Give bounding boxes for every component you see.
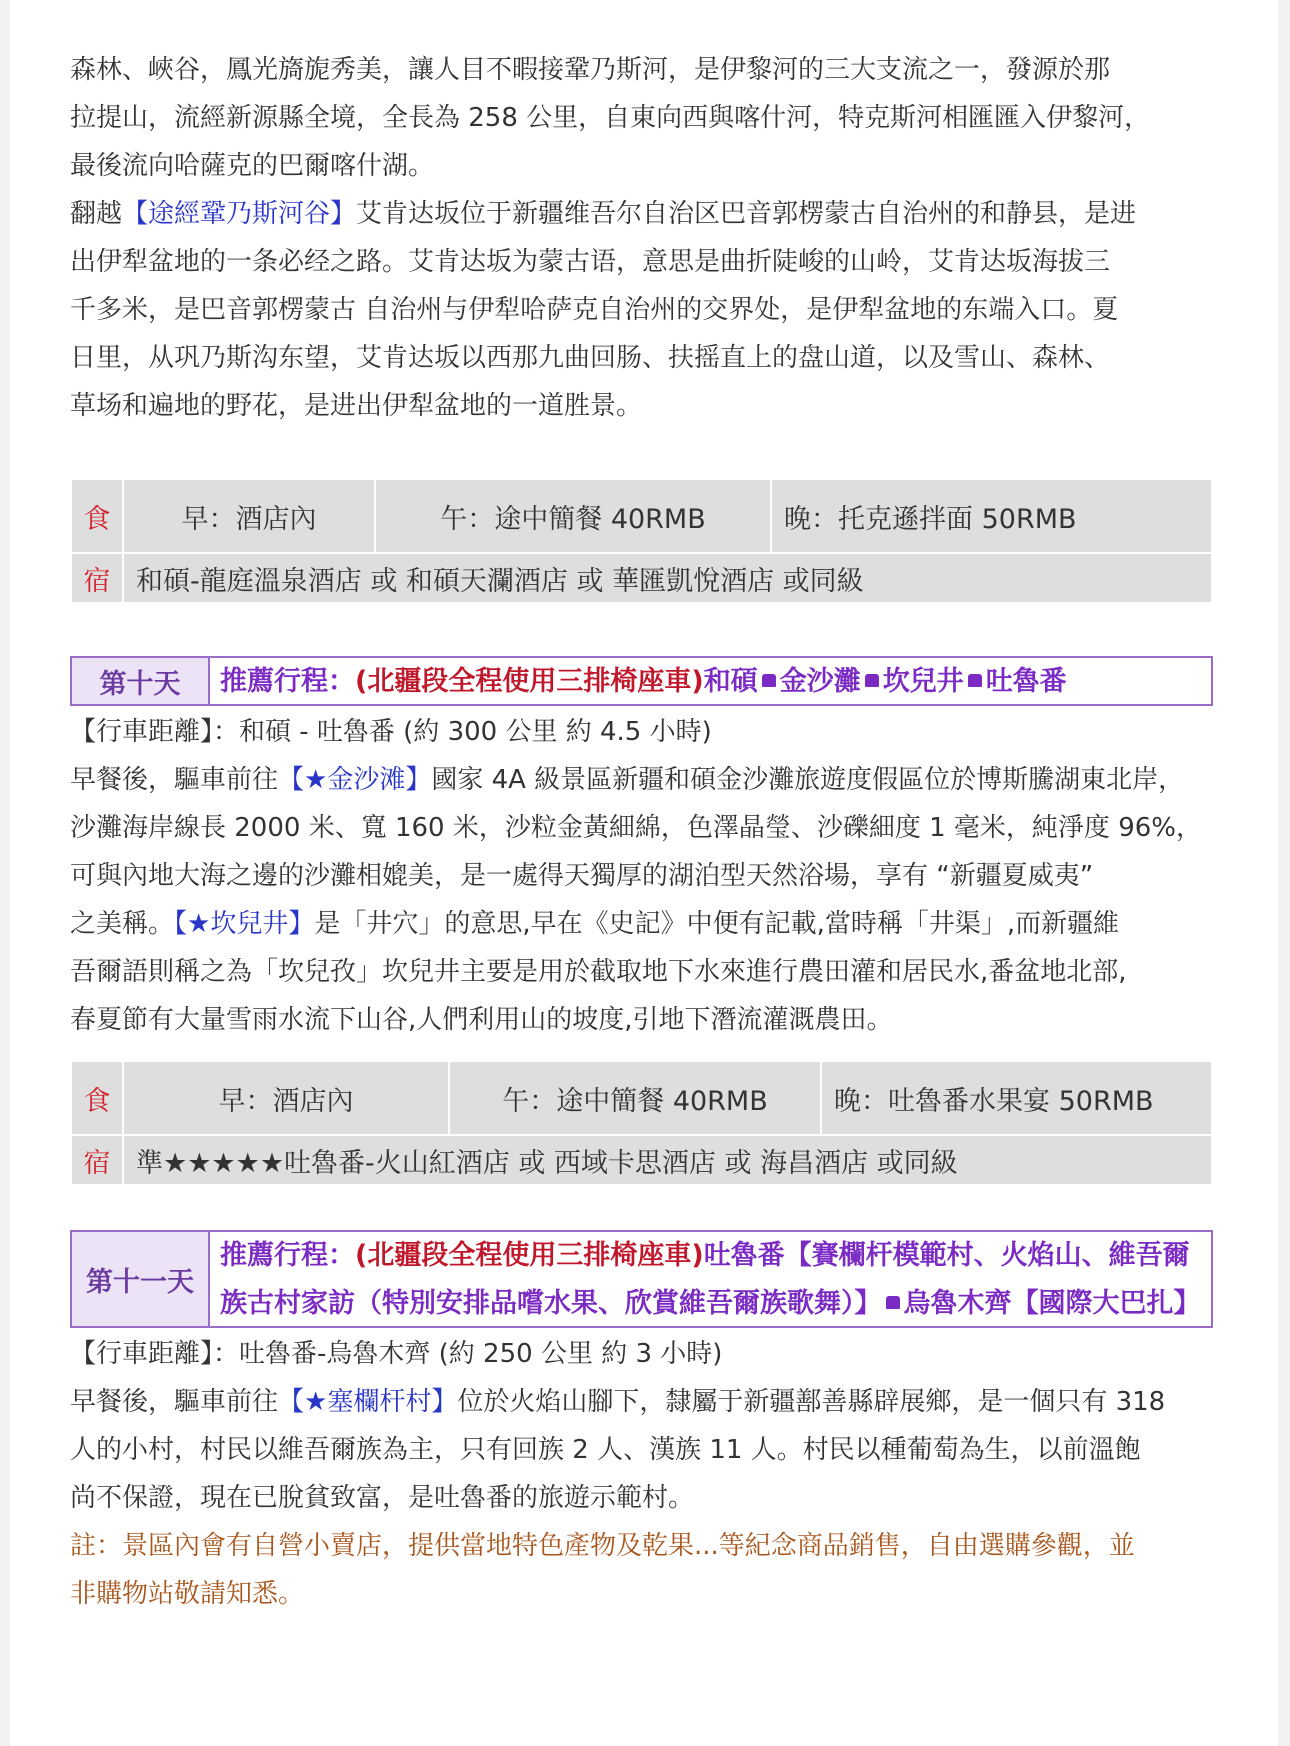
dinner-cell: 晚：吐魯番水果宴 50RMB [821, 1061, 1212, 1135]
day-paragraph [70, 900, 1220, 948]
day-line: 人的小村，村民以維吾爾族為主，只有回族 2 人、漢族 11 人。村民以種葡萄為生，以前溫飽 [70, 1435, 1141, 1465]
food-tag: 食 [71, 479, 123, 553]
intro-line: 草场和遍地的野花，是进出伊犁盆地的一道胜景。 [70, 391, 643, 421]
breakfast-cell: 早：酒店內 [123, 1061, 449, 1135]
bus-icon [762, 674, 776, 687]
day-label: 第十天 [72, 658, 210, 704]
hotel-cell: 準★★★★★吐魯番-火山紅酒店 或 西域卡思酒店 或 海昌酒店 或同級 [123, 1135, 1212, 1185]
day-line: 吾爾語則稱之為「坎兒孜」坎兒井主要是用於截取地下水來進行農田灌和居民水,番盆地北部, [70, 957, 1127, 987]
meals-row [71, 479, 1212, 553]
text-span: 早餐後，驅車前往 [70, 765, 279, 795]
text-span: 推薦行程： [220, 666, 355, 697]
distance-line: 【行車距離】：和碩 - 吐魯番 (約 300 公里 約 4.5 小時) [70, 717, 712, 747]
day-line: 尚不保證，現在已脫貧致富，是吐魯番的旅遊示範村。 [70, 1483, 695, 1513]
day-line: 可與內地大海之邊的沙灘相媲美，是一處得天獨厚的湖泊型天然浴場，享有 “新疆夏威夷” [70, 861, 1094, 891]
day-itinerary-title [210, 1232, 1211, 1326]
text-span: 是「井穴」的意思,早在《史記》中便有記載,當時稱「井渠」,而新疆維 [314, 909, 1120, 939]
hotel-cell: 和碩-龍庭溫泉酒店 或 和碩天瀾酒店 或 華匯凱悅酒店 或同級 [123, 553, 1212, 603]
meals-table-day9 [70, 478, 1213, 604]
day-line: 沙灘海岸線長 2000 米、寬 160 米，沙粒金黃細綿，色澤晶瑩、沙礫細度 1 毫米，純淨度 96%， [70, 813, 1202, 843]
text-span: 位於火焰山腳下，隸屬于新疆鄯善縣辟展鄉，是一個只有 318 [457, 1387, 1166, 1417]
stop-name: 吐魯番 [985, 666, 1067, 697]
text-span: 吐魯番【賽欄杆模範村、火焰山、維吾爾 [703, 1240, 1190, 1271]
day-11-header [70, 1230, 1213, 1328]
breakfast-cell: 早：酒店內 [123, 479, 375, 553]
lunch-cell: 午：途中簡餐 40RMB [375, 479, 771, 553]
hotel-row [71, 553, 1212, 603]
page [10, 0, 1278, 1746]
day-line: 春夏節有大量雪雨水流下山谷,人們利用山的坡度,引地下潛流灌溉農田。 [70, 1005, 893, 1035]
stop-name: 坎兒井 [882, 666, 964, 697]
intro-line: 最後流向哈薩克的巴爾喀什湖。 [70, 151, 435, 181]
attraction-link: 【途經鞏乃斯河谷】 [122, 199, 357, 229]
text-span: 艾肯达坂位于新疆维吾尔自治区巴音郭楞蒙古自治州的和静县，是进 [356, 199, 1137, 229]
highlight-text: (北疆段全程使用三排椅座車) [355, 666, 704, 697]
title-line [220, 1280, 1201, 1328]
attraction-link: 【★坎兒井】 [174, 909, 315, 939]
text-span: 烏魯木齊【國際大巴扎】 [903, 1288, 1201, 1319]
bus-icon [886, 1296, 900, 1309]
intro-section [70, 46, 1220, 430]
intro-line: 日里，从巩乃斯沟东望，艾肯达坂以西那九曲回肠、扶摇直上的盘山道，以及雪山、森林、 [70, 343, 1111, 373]
hotel-tag: 宿 [71, 553, 123, 603]
intro-line: 森林、峽谷，鳳光旖旎秀美，讓人目不暇接鞏乃斯河，是伊黎河的三大支流之一，發源於那 [70, 55, 1111, 85]
stop-name: 和碩 [703, 666, 758, 697]
lunch-cell: 午：途中簡餐 40RMB [449, 1061, 821, 1135]
attraction-link: 【★金沙滩】 [278, 765, 432, 795]
meals-table-day10 [70, 1060, 1213, 1186]
text-span: 翻越 [70, 199, 123, 229]
text-span: 族古村家訪（特別安排品嚐水果、欣賞維吾爾族歌舞）】 [220, 1288, 882, 1319]
day-paragraph [70, 756, 1220, 804]
text-span: 國家 4A 級景區新疆和碩金沙灘旅遊度假區位於博斯騰湖東北岸， [431, 765, 1185, 795]
day-10-header [70, 656, 1213, 706]
text-span: 推薦行程： [220, 1240, 355, 1271]
intro-line: 千多米，是巴音郭楞蒙古 自治州与伊犁哈萨克自治州的交界处，是伊犁盆地的东端入口。夏 [70, 295, 1119, 325]
title-line [220, 1232, 1201, 1280]
food-tag: 食 [71, 1061, 123, 1135]
attraction-link: 【★塞欄杆村】 [278, 1387, 458, 1417]
note-line: 非購物站敬請知悉。 [70, 1579, 305, 1609]
text-span: 早餐後，驅車前往 [70, 1387, 279, 1417]
text-span: 之美稱。 [70, 909, 175, 939]
distance-line: 【行車距離】：吐魯番-烏魯木齊 (約 250 公里 約 3 小時) [70, 1339, 723, 1369]
day-itinerary-title [210, 658, 1077, 704]
bus-icon [865, 674, 879, 687]
note-line: 註：景區內會有自營小賣店，提供當地特色產物及乾果...等紀念商品銷售，自由選購參觀，並 [70, 1531, 1135, 1561]
hotel-row [71, 1135, 1212, 1185]
hotel-tag: 宿 [71, 1135, 123, 1185]
dinner-cell: 晚：托克遜拌面 50RMB [771, 479, 1212, 553]
day-11-body [70, 1330, 1220, 1618]
meals-row [71, 1061, 1212, 1135]
day-10-body [70, 708, 1220, 1044]
intro-line: 拉提山，流經新源縣全境，全長為 258 公里，自東向西與喀什河，特克斯河相匯匯入伊黎河， [70, 103, 1151, 133]
day-paragraph [70, 1378, 1220, 1426]
bus-icon [968, 674, 982, 687]
intro-line: 出伊犁盆地的一条必经之路。艾肯达坂为蒙古语，意思是曲折陡峻的山岭，艾肯达坂海拔三 [70, 247, 1111, 277]
intro-paragraph-2 [70, 190, 1220, 238]
stop-name: 金沙灘 [779, 666, 861, 697]
highlight-text: (北疆段全程使用三排椅座車) [355, 1240, 704, 1271]
day-label: 第十一天 [72, 1232, 210, 1326]
